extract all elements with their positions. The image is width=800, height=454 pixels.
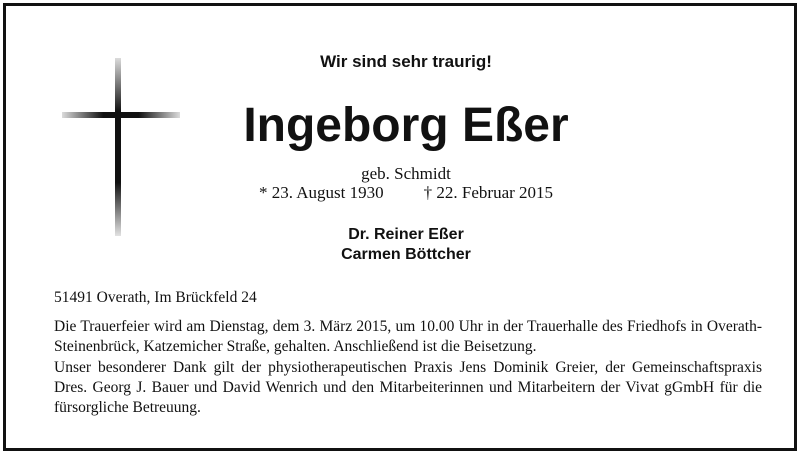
thanks-paragraph: Unser besonderer Dank gilt der physiotherapeutischen Praxis Jens Dominik Greier, der Gemeinschaftspraxis Dres. Georg J. Bauer und David Wenrich und den Mitarbeiterinnen und Mitarbeitern der Vivat gGmbH für die fürsorgliche Betreuung. (54, 359, 762, 416)
cross-icon (62, 58, 180, 236)
deceased-name: Ingeborg Eßer (243, 99, 569, 152)
death-date: † 22. Februar 2015 (423, 183, 554, 202)
address: 51491 Overath, Im Brückfeld 24 (54, 289, 257, 306)
birth-date: * 23. August 1930 (258, 183, 384, 202)
mourner-name: Dr. Reiner Eßer (348, 226, 464, 243)
headline: Wir sind sehr traurig! (320, 52, 492, 71)
funeral-info-paragraph: Die Trauerfeier wird am Dienstag, dem 3. März 2015, um 10.00 Uhr in der Trauerhalle des Friedhofs in Overath-Steinenbrück, Katzemicher Straße, gehalten. Anschließend ist die Beisetzung. (54, 318, 762, 355)
life-dates (206, 183, 606, 203)
birth-name: geb. Schmidt (361, 164, 451, 183)
obituary-frame (3, 3, 797, 451)
mourner-name: Carmen Böttcher (341, 246, 471, 263)
